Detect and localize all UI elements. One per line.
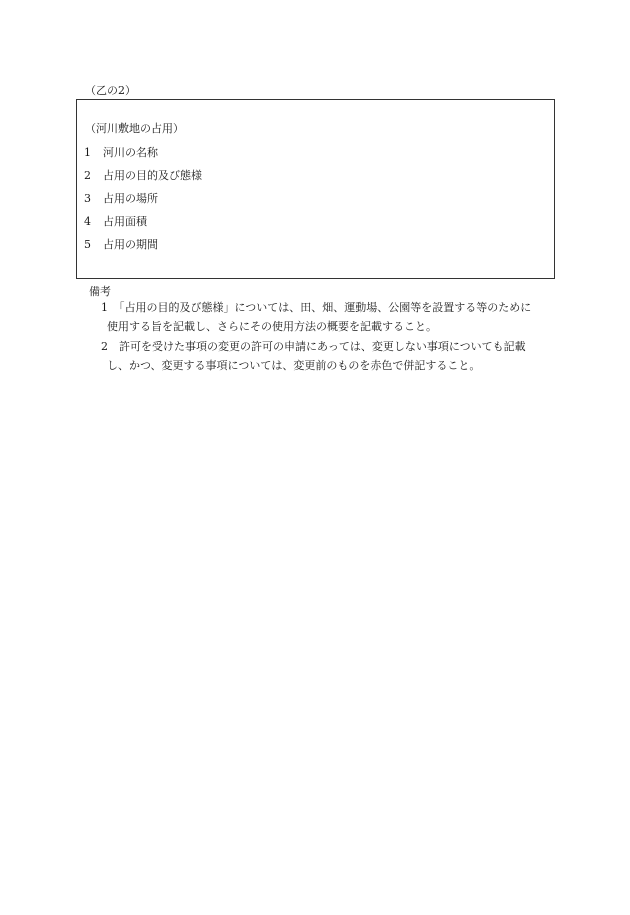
remark-note-1 [101,298,553,336]
remark-note-line: 使用する旨を記載し、さらにその使用方法の概要を記載すること。 [107,320,437,333]
remark-note-2 [101,337,553,375]
field-label: 占用の場所 [103,192,158,205]
field-purpose-and-mode [84,169,202,183]
field-number: 4 [84,215,91,228]
field-label: 占用の目的及び態様 [103,169,202,182]
field-label: 占用の期間 [103,238,158,251]
remark-note-line: 1 「占用の目的及び態様」については、田、畑、運動場、公園等を設置する等のために [101,301,532,314]
field-number: 3 [84,192,91,205]
remark-note-line: 2 許可を受けた事項の変更の許可の申請にあっては、変更しない事項についても記載 [101,340,526,353]
field-river-name [84,146,158,160]
field-number: 2 [84,169,91,182]
remark-note-line: し、かつ、変更する事項については、変更前のものを赤色で併記すること。 [107,359,481,372]
section-title: （河川敷地の占用） [85,122,184,135]
field-number: 1 [84,146,91,159]
remarks-heading: 備考 [89,285,111,298]
field-area [84,215,147,229]
field-number: 5 [84,238,91,251]
field-label: 占用面積 [103,215,147,228]
field-label: 河川の名称 [103,146,158,159]
field-location [84,192,158,206]
application-form-box [76,99,555,279]
form-number: （乙の2） [85,84,136,97]
field-period [84,238,158,252]
